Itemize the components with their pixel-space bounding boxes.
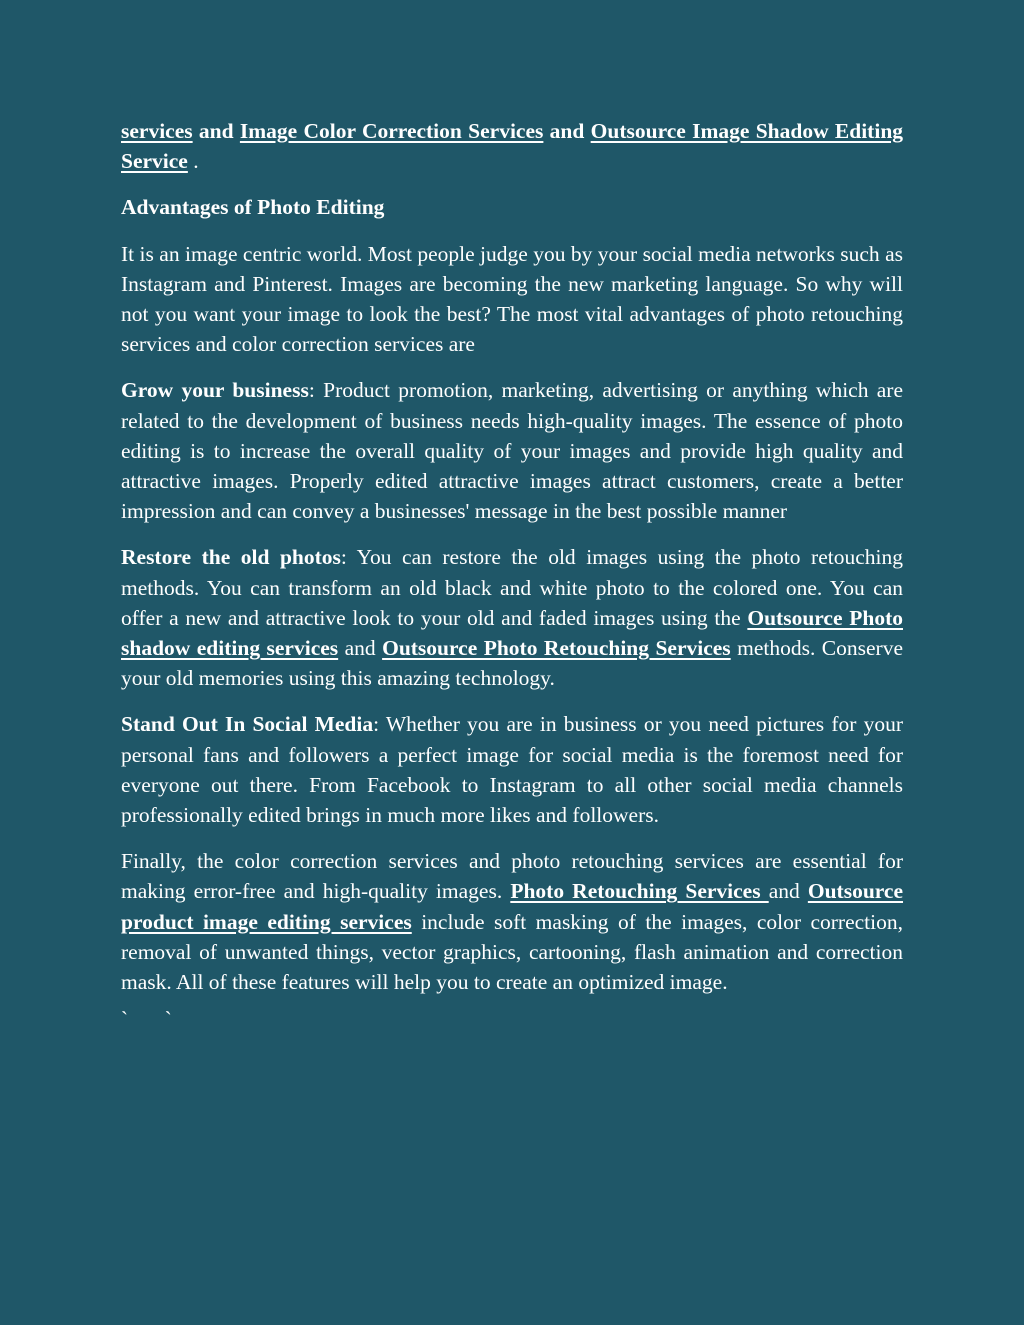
- document-page: [121, 116, 903, 1045]
- restore-photos-paragraph: [121, 542, 903, 693]
- product-image-editing-link[interactable]: Outsource product image editing services: [121, 879, 904, 934]
- intro-and-2: and: [543, 119, 591, 143]
- finally-text-2: include soft masking of the images, color correction, removal of unwanted things, vector graphics, cartooning, flash animation and correction mask. All of these features will help you to create an optimized image.: [121, 909, 903, 995]
- restore-photos-text-2: methods. Conserve your old memories using this amazing technology.: [121, 636, 904, 691]
- photo-shadow-editing-link[interactable]: Outsource Photo shadow editing services: [121, 605, 903, 661]
- social-media-text: : Whether you are in business or you need pictures for your personal fans and followers a perfect image for social media is the foremost need for everyone out there. From Facebook to Instagram to all other social media channels professionally edited brings in much more likes and followers.: [121, 712, 903, 828]
- grow-business-lead: Grow your business: [121, 378, 309, 403]
- photo-retouching-services-link[interactable]: Outsource Photo Retouching Services: [382, 636, 731, 661]
- image-color-correction-link[interactable]: Image Color Correction Services: [239, 119, 544, 143]
- restore-and: and: [338, 636, 383, 661]
- backtick-marks: ` `: [121, 1007, 172, 1032]
- social-media-paragraph: [121, 709, 903, 830]
- section-heading: Advantages of Photo Editing: [121, 195, 385, 220]
- social-media-lead: Stand Out In Social Media: [121, 712, 374, 737]
- services-link[interactable]: services: [121, 119, 193, 143]
- photo-retouching-link[interactable]: Photo Retouching Services: [510, 879, 769, 904]
- restore-photos-text-1: : You can restore the old images using the photo retouching methods. You can transform an old black and white photo to the colored one. You can offer a new and attractive look to your old and faded images using the: [121, 545, 904, 630]
- advantages-paragraph: It is an image centric world. Most people judge you by your social media networks such as Instagram and Pinterest. Images are becoming the new marketing language. So why will not you want your image to look the best? The most vital advantages of photo retouching services and color correction services are: [121, 241, 903, 357]
- intro-end: .: [187, 149, 199, 174]
- grow-business-paragraph: [121, 375, 903, 526]
- finally-and: and: [768, 879, 808, 904]
- restore-photos-lead: Restore the old photos: [121, 545, 341, 570]
- intro-and-1: and: [192, 119, 240, 143]
- grow-business-text: : Product promotion, marketing, advertising or anything which are related to the development of business needs high-quality images. The essence of photo editing is to increase the overall quality of your images and provide high quality and attractive images. Properly edited attractive images attract customers, create a better impression and can convey a businesses' message in the best possible manner: [121, 378, 903, 524]
- finally-paragraph: [121, 846, 903, 997]
- finally-text-1: Finally, the color correction services and photo retouching services are essential for making error-free and high-quality images.: [121, 849, 903, 904]
- intro-paragraph: [121, 116, 903, 176]
- outsource-image-shadow-link[interactable]: Outsource Image Shadow Editing Service: [121, 119, 904, 174]
